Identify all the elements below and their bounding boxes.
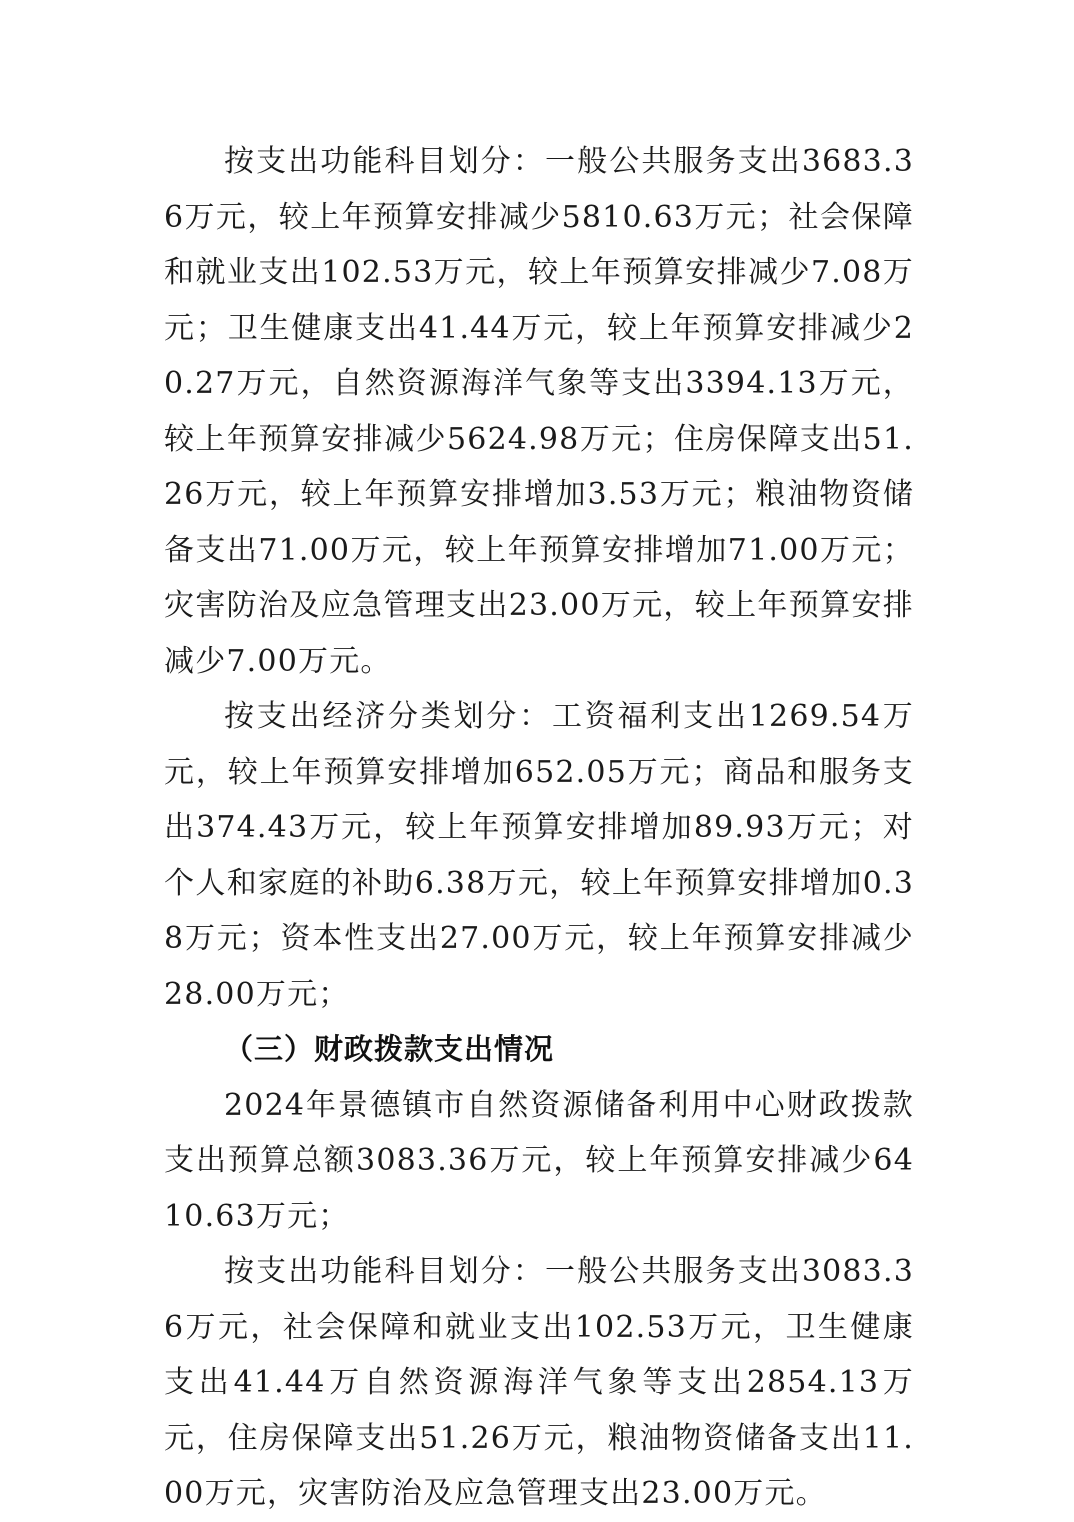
paragraph-function-classification: 按支出功能科目划分：一般公共服务支出3683.36万元，较上年预算安排减少5810.63万元；社会保障和就业支出102.53万元，较上年预算安排减少7.08万元；卫生健康支出41.44万元，较上年预算安排减少20.27万元，自然资源海洋气象等支出3394.13万元，较上年预算安排减少5624.98万元；住房保障支出51.26万元，较上年预算安排增加3.53万元；粮油物资储备支出71.00万元，较上年预算安排增加71.00万元；灾害防治及应急管理支出23.00万元，较上年预算安排减少7.00万元。 xyxy=(164,144,914,679)
paragraph-appropriation-function-classification: 按支出功能科目划分：一般公共服务支出3083.36万元，社会保障和就业支出102.53万元，卫生健康支出41.44万自然资源海洋气象等支出2854.13万元，住房保障支出51.26万元，粮油物资储备支出11.00万元，灾害防治及应急管理支出23.00万元。 xyxy=(164,1254,914,1511)
paragraph-economic-classification: 按支出经济分类划分：工资福利支出1269.54万元，较上年预算安排增加652.05万元；商品和服务支出374.43万元，较上年预算安排增加89.93万元；对个人和家庭的补助6.38万元，较上年预算安排增加0.38万元；资本性支出27.00万元，较上年预算安排减少28.00万元； xyxy=(164,699,914,1012)
paragraph-appropriation-total: 2024年景德镇市自然资源储备利用中心财政拨款支出预算总额3083.36万元，较上年预算安排减少6410.63万元； xyxy=(164,1087,914,1234)
section-heading-fiscal-appropriation: （三）财政拨款支出情况 xyxy=(224,1032,555,1066)
document-body xyxy=(164,134,914,1522)
